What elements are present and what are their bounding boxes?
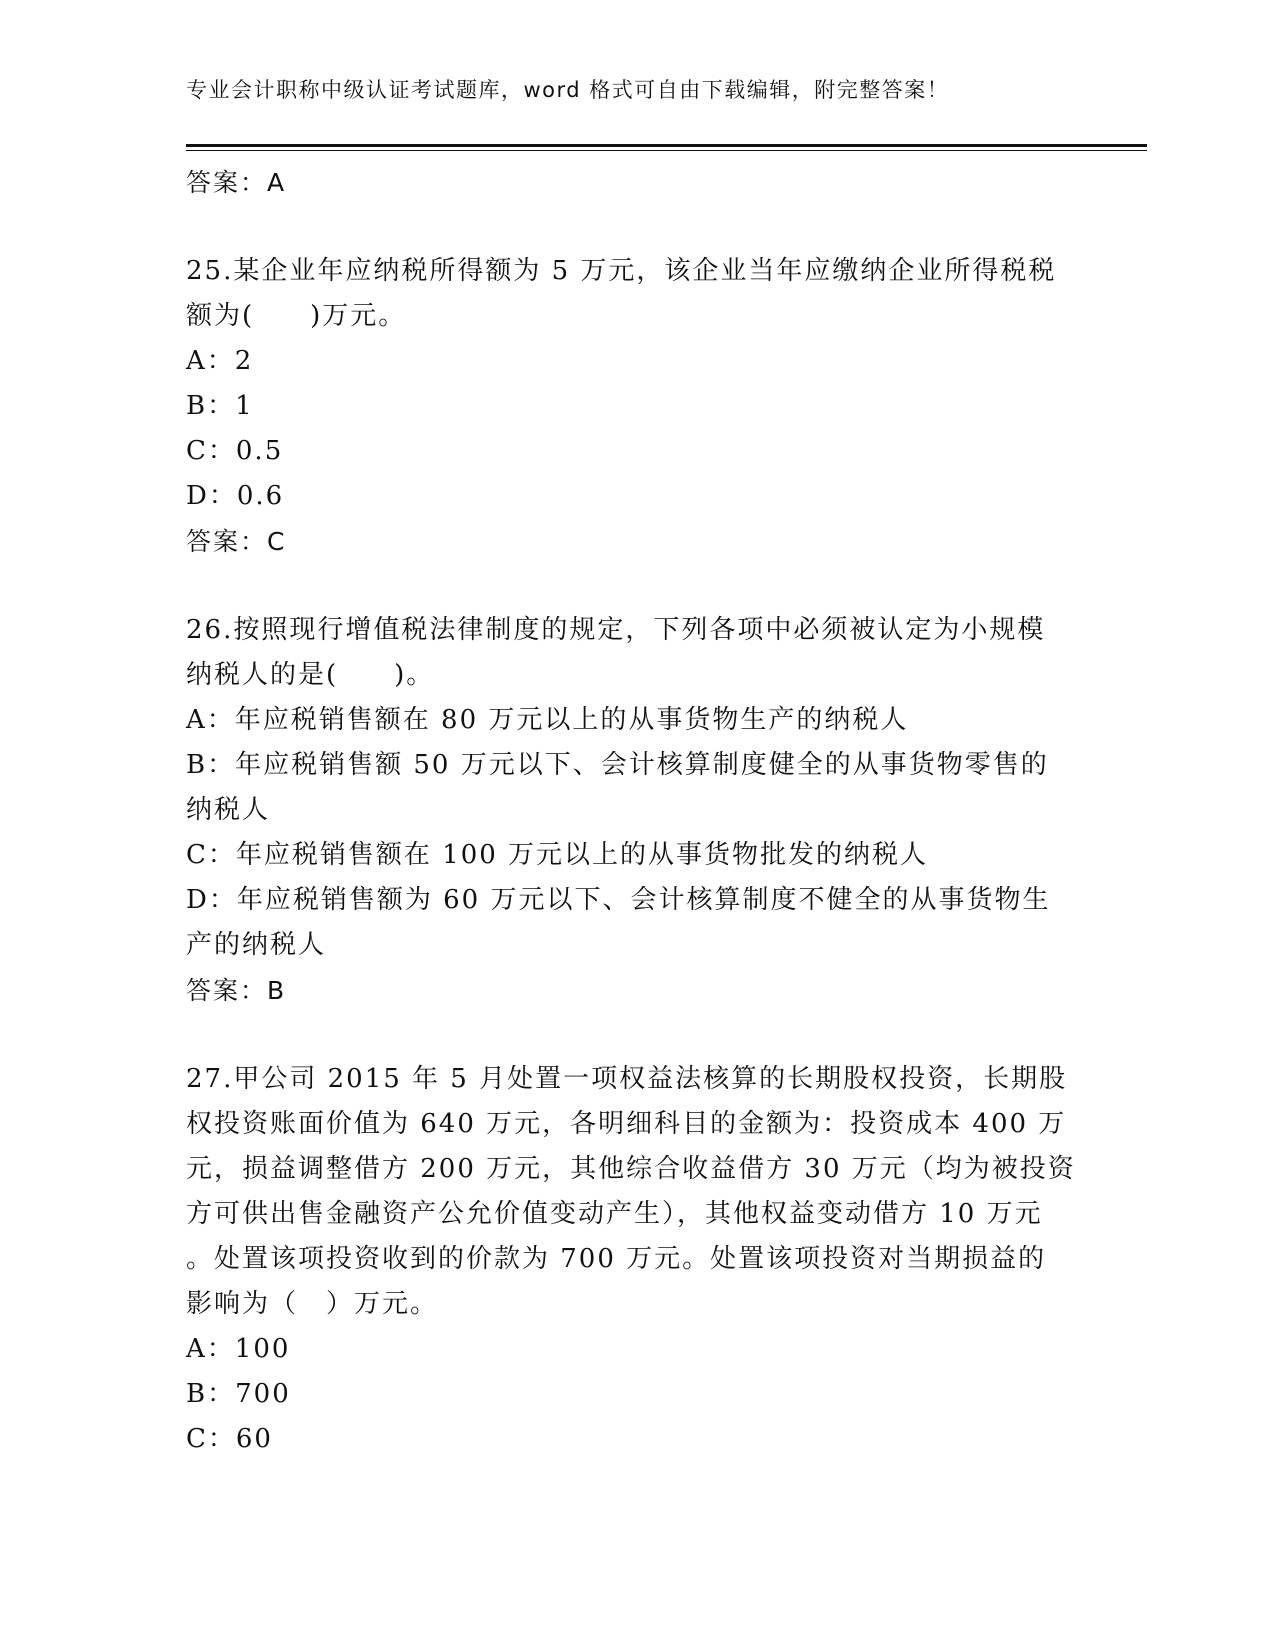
question-stem-line: 权投资账面价值为 640 万元，各明细科目的金额为：投资成本 400 万 — [186, 1109, 1067, 1139]
document-body — [186, 160, 1086, 1462]
option-c: C：年应税销售额在 100 万元以上的从事货物批发的纳税人 — [186, 840, 929, 870]
option-a: A：100 — [186, 1334, 291, 1364]
option-d: D：0.6 — [186, 481, 285, 511]
option-d-continued: 产的纳税人 — [186, 930, 327, 960]
option-b: B：700 — [186, 1379, 291, 1409]
question-stem-line: 纳税人的是( )。 — [186, 660, 435, 690]
previous-answer: 答案：A — [186, 168, 287, 197]
option-b-continued: 纳税人 — [186, 795, 271, 825]
answer: 答案：C — [186, 527, 287, 556]
question-26 — [186, 608, 1086, 1013]
question-stem-line: 影响为（ ）万元。 — [186, 1289, 439, 1319]
question-stem-line: 方可供出售金融资产公允价值变动产生），其他权益变动借方 10 万元 — [186, 1199, 1043, 1229]
header-rule-thick — [186, 144, 1147, 147]
question-stem-line: 。处置该项投资收到的价款为 700 万元。处置该项投资对当期损益的 — [186, 1244, 1047, 1274]
question-stem-line: 27.甲公司 2015 年 5 月处置一项权益法核算的长期股权投资，长期股 — [186, 1064, 1068, 1094]
question-stem-line: 元，损益调整借方 200 万元，其他综合收益借方 30 万元（均为被投资 — [186, 1154, 1076, 1184]
header-rule-thin — [186, 150, 1147, 151]
option-a: A：2 — [186, 346, 254, 376]
option-b: B：1 — [186, 391, 254, 421]
option-c: C：0.5 — [186, 436, 284, 466]
question-25 — [186, 249, 1086, 564]
answer: 答案：B — [186, 976, 287, 1005]
option-c: C：60 — [186, 1424, 273, 1454]
page-header: 专业会计职称中级认证考试题库，word 格式可自由下载编辑，附完整答案！ — [186, 78, 950, 102]
option-a: A：年应税销售额在 80 万元以上的从事货物生产的纳税人 — [186, 705, 909, 735]
question-stem-line: 额为( )万元。 — [186, 301, 407, 331]
question-stem-line: 25.某企业年应纳税所得额为 5 万元，该企业当年应缴纳企业所得税税 — [186, 256, 1057, 286]
option-d: D：年应税销售额为 60 万元以下、会计核算制度不健全的从事货物生 — [186, 885, 1051, 915]
question-stem-line: 26.按照现行增值税法律制度的规定，下列各项中必须被认定为小规模 — [186, 615, 1046, 645]
option-b: B：年应税销售额 50 万元以下、会计核算制度健全的从事货物零售的 — [186, 750, 1049, 780]
question-27 — [186, 1057, 1086, 1462]
